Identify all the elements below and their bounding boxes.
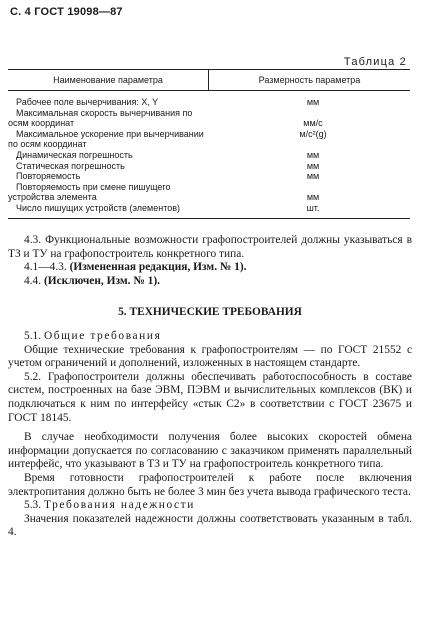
amendment-note: (Исключен, Изм. № 1).: [43, 274, 160, 287]
parameters-table: [8, 69, 410, 219]
parameter-name: Повторяемость при смене пишущего устройства элемента: [8, 181, 171, 203]
paragraph-4-4: [8, 275, 412, 289]
paragraph-5-3: Значения показателей надежности должны соответствовать указанным в табл. 4.: [8, 512, 412, 539]
parameter-dimension: м/с²(g): [299, 128, 327, 139]
paragraph-4-3: 4.3. Функциональные возможности графопостроителей должны указываться в ТЗ и ТУ на графопостроитель конкретного типа.: [8, 234, 412, 260]
clause-number: 4.1—4.3.: [24, 261, 67, 274]
table-caption: Таблица 2: [343, 56, 407, 68]
paragraph-5-2-b: В случае необходимости получения более высоких скоростей обмена информации допускается по согласованию с заказчиком применять параллельный интерфейс, что указывают в ТЗ и ТУ на графопостроитель конкретного типа.: [8, 431, 412, 471]
parameter-dimension: мм: [306, 192, 320, 203]
paragraph-5-3-heading: [8, 499, 412, 513]
paragraph-4-1-4-3-note: [8, 261, 412, 275]
parameter-name: Повторяемость: [16, 171, 81, 182]
table-row: [8, 171, 410, 182]
amendment-note: (Измененная редакция, Изм. № 1).: [69, 261, 247, 274]
paragraph-5-2: 5.2. Графопостроители должны обеспечивать работоспособность в составе систем, построенных на базе ЭВМ, ПЭВМ и вычислительных комплексов (ВК) и подключаться к ним по интерфейсу «стык С2» в соответствии с ГОСТ 23675 и ГОСТ 18145.: [8, 370, 412, 424]
subsection-heading: Требования надежности: [43, 499, 195, 512]
parameter-dimension: шт.: [306, 202, 320, 213]
parameter-dimension: мм: [306, 149, 320, 160]
paragraph-5-1-heading: [8, 330, 412, 344]
column-header-dimension: Размерность параметра: [258, 74, 361, 85]
table-row: [8, 97, 410, 108]
page-header: С. 4 ГОСТ 19098—87: [10, 6, 123, 18]
parameter-name: Число пишущих устройств (элементов): [16, 202, 181, 213]
clause-number: 5.3.: [24, 499, 42, 512]
clause-number: 4.4.: [24, 274, 42, 287]
parameter-name: Статическая погрешность: [16, 160, 125, 171]
parameter-dimension: мм/с: [303, 118, 323, 129]
table-row: [8, 108, 410, 129]
paragraph-5-1: Общие технические требования к графопостроителям — по ГОСТ 21552 с учетом ограничений и дополнений, изложенных в настоящем стандарте.: [8, 343, 412, 370]
column-header-parameter: Наименование параметра: [8, 70, 209, 90]
parameter-dimension: мм: [306, 171, 320, 182]
table-row: [8, 182, 410, 203]
table-row: [8, 203, 410, 214]
table-row: [8, 150, 410, 161]
table-header-row: [8, 69, 410, 91]
paragraph-5-2-c: Время готовности графопостроителей к работе после включения электропитания должно быть не более 3 мин без учета вывода графического теста.: [8, 471, 412, 498]
parameter-name: Динамическая погрешность: [16, 149, 133, 160]
parameter-name: Рабочее поле вычерчивания: X, Y: [16, 97, 159, 107]
subsection-heading: Общие требования: [43, 329, 162, 342]
clause-number: 5.1.: [24, 329, 42, 342]
parameter-dimension: мм: [306, 97, 320, 107]
table-row: [8, 161, 410, 172]
parameter-name: Максимальная скорость вычерчивания по осям координат: [8, 107, 193, 129]
parameter-name: Максимальное ускорение при вычерчивании по осям координат: [8, 128, 204, 150]
section-title: 5. ТЕХНИЧЕСКИЕ ТРЕБОВАНИЯ: [118, 306, 302, 319]
table-row: [8, 129, 410, 150]
table-body: [8, 91, 410, 219]
parameter-dimension: мм: [306, 160, 320, 171]
body-text: [8, 234, 412, 540]
